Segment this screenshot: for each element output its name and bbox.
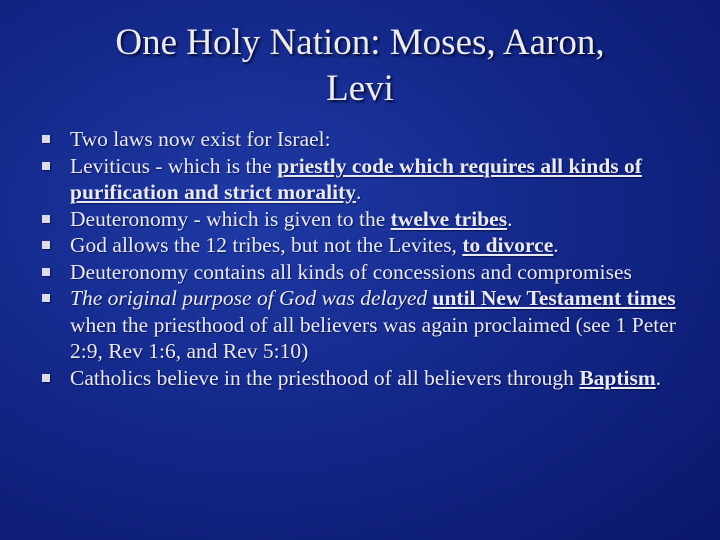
bullet-text: Deuteronomy contains all kinds of concessions and compromises <box>70 259 632 284</box>
bullet-italic-text: The original purpose of God was delayed <box>70 286 428 310</box>
square-bullet-icon <box>42 241 50 249</box>
bullet-text: . <box>553 233 559 257</box>
bullet-text: Catholics believe in the priesthood of all believers through <box>70 365 580 390</box>
bullet-emphasis: until New Testament times <box>432 286 676 310</box>
bullet-text: . <box>507 206 513 231</box>
bullet-text: . <box>655 365 662 390</box>
bullet-text: Two laws now exist for Israel: <box>70 127 331 151</box>
bullet-item <box>42 365 682 392</box>
bullet-item <box>42 153 682 206</box>
bullet-emphasis: twelve tribes <box>390 206 508 231</box>
bullet-text: Leviticus - which is the <box>70 153 278 178</box>
slide-title <box>40 20 680 112</box>
square-bullet-icon <box>42 135 50 143</box>
square-bullet-icon <box>42 268 50 276</box>
bullet-emphasis: to divorce <box>462 233 554 257</box>
bullet-text: when the priesthood of all believers was again proclaimed (see 1 Peter 2:9, Rev 1:6, and Rev 5:10) <box>70 312 676 363</box>
bullet-list <box>42 126 682 391</box>
bullet-text: . <box>356 180 362 204</box>
bullet-text: God allows the 12 tribes, but not the Levites, <box>70 233 463 257</box>
bullet-text: Deuteronomy - which is given to the <box>70 206 391 231</box>
square-bullet-icon <box>42 294 50 302</box>
slide-title-line-2: Levi <box>326 68 394 109</box>
slide-title-line-1: One Holy Nation: Moses, Aaron, <box>115 22 605 63</box>
bullet-emphasis: Baptism <box>579 365 656 390</box>
square-bullet-icon <box>42 215 50 223</box>
bullet-item <box>42 126 682 153</box>
square-bullet-icon <box>42 374 50 382</box>
bullet-item <box>42 259 682 286</box>
bullet-item <box>42 232 682 259</box>
bullet-item <box>42 285 682 365</box>
bullet-emphasis: priestly code which requires all kinds of purification and strict morality <box>70 153 642 204</box>
bullet-item <box>42 206 682 233</box>
square-bullet-icon <box>42 162 50 170</box>
